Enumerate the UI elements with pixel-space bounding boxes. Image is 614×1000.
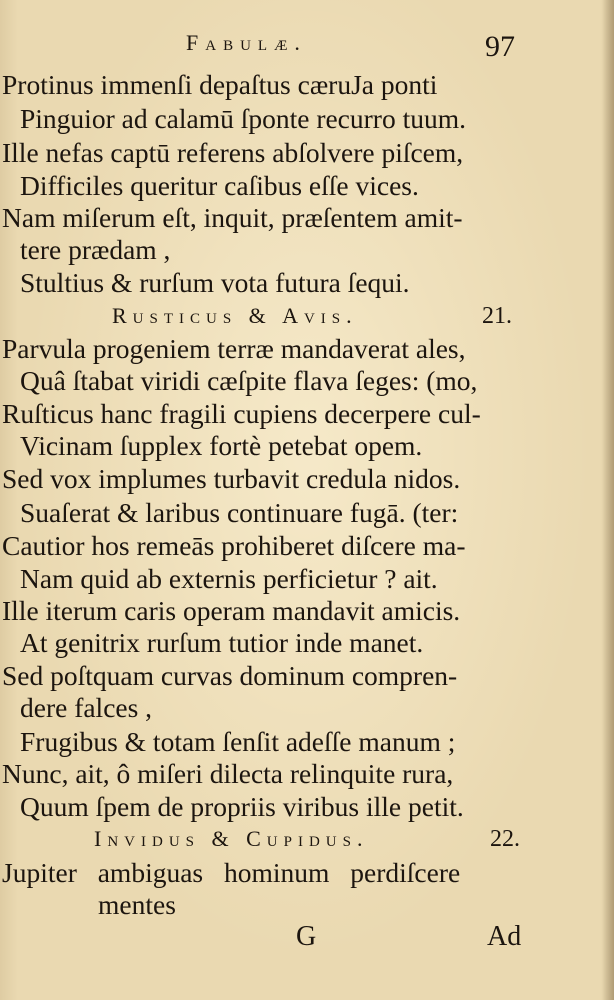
fable-title: Invidus & Cupidus.: [94, 826, 369, 851]
fable-title: Rusticus & Avis.: [112, 303, 358, 328]
running-title: Fabulæ.: [186, 30, 307, 55]
text-line: tere prædam ,: [20, 234, 171, 265]
text-line: Protinus immenſi depaſtus cæruJa ponti: [2, 69, 438, 100]
text-line: Nunc, ait, ô miſeri dilecta relinquite rura,: [2, 758, 454, 789]
fable-number: 21.: [482, 303, 512, 329]
text-line: Quum ſpem de propriis viribus ille petit.: [20, 791, 464, 822]
text-line: Sed vox implumes turbavit credula nidos.: [2, 463, 461, 494]
text-line: Parvula progeniem terræ mandaverat ales,: [2, 333, 466, 364]
text-line: Jupiter ambiguas hominum perdiſcere: [2, 857, 461, 888]
text-line: Ruſticus hanc fragili cupiens decerpere cul-: [2, 398, 481, 429]
text-line: Nam miſerum eſt, inquit, præſentem amit-: [2, 202, 463, 233]
text-line: Quâ ſtabat viridi cæſpite flava ſeges: (mo,: [20, 365, 478, 396]
signature-mark: G: [296, 921, 317, 952]
text-line: Ille iterum caris operam mandavit amicis.: [2, 595, 461, 626]
page-number: 97: [485, 30, 515, 63]
text-line: Ille nefas captū referens abſolvere piſcem,: [2, 137, 464, 168]
text-line: Nam quid ab externis perficietur ? ait.: [20, 563, 438, 594]
text-line: Cautior hos remeās prohiberet diſcere ma-: [2, 530, 466, 561]
fable-number: 22.: [490, 826, 520, 852]
text-line: Difficiles queritur caſibus eſſe vices.: [20, 170, 419, 201]
text-line: At genitrix rurſum tutior inde manet.: [20, 627, 424, 658]
text-line: Stultius & rurſum vota futura ſequi.: [20, 267, 410, 298]
text-line: Sed poſtquam curvas dominum compren-: [2, 660, 458, 691]
text-line: Vicinam ſupplex fortè petebat opem.: [20, 430, 423, 461]
text-line: dere falces ,: [20, 692, 153, 723]
page-edge-shadow: [602, 0, 614, 1000]
text-line: Pinguior ad calamū ſponte recurro tuum.: [20, 103, 466, 134]
text-line: Suaſerat & laribus continuare fugā. (ter:: [20, 497, 459, 528]
text-line: mentes: [98, 889, 176, 920]
text-line: Frugibus & totam ſenſit adeſſe manum ;: [20, 726, 456, 757]
catchword: Ad: [487, 921, 522, 952]
